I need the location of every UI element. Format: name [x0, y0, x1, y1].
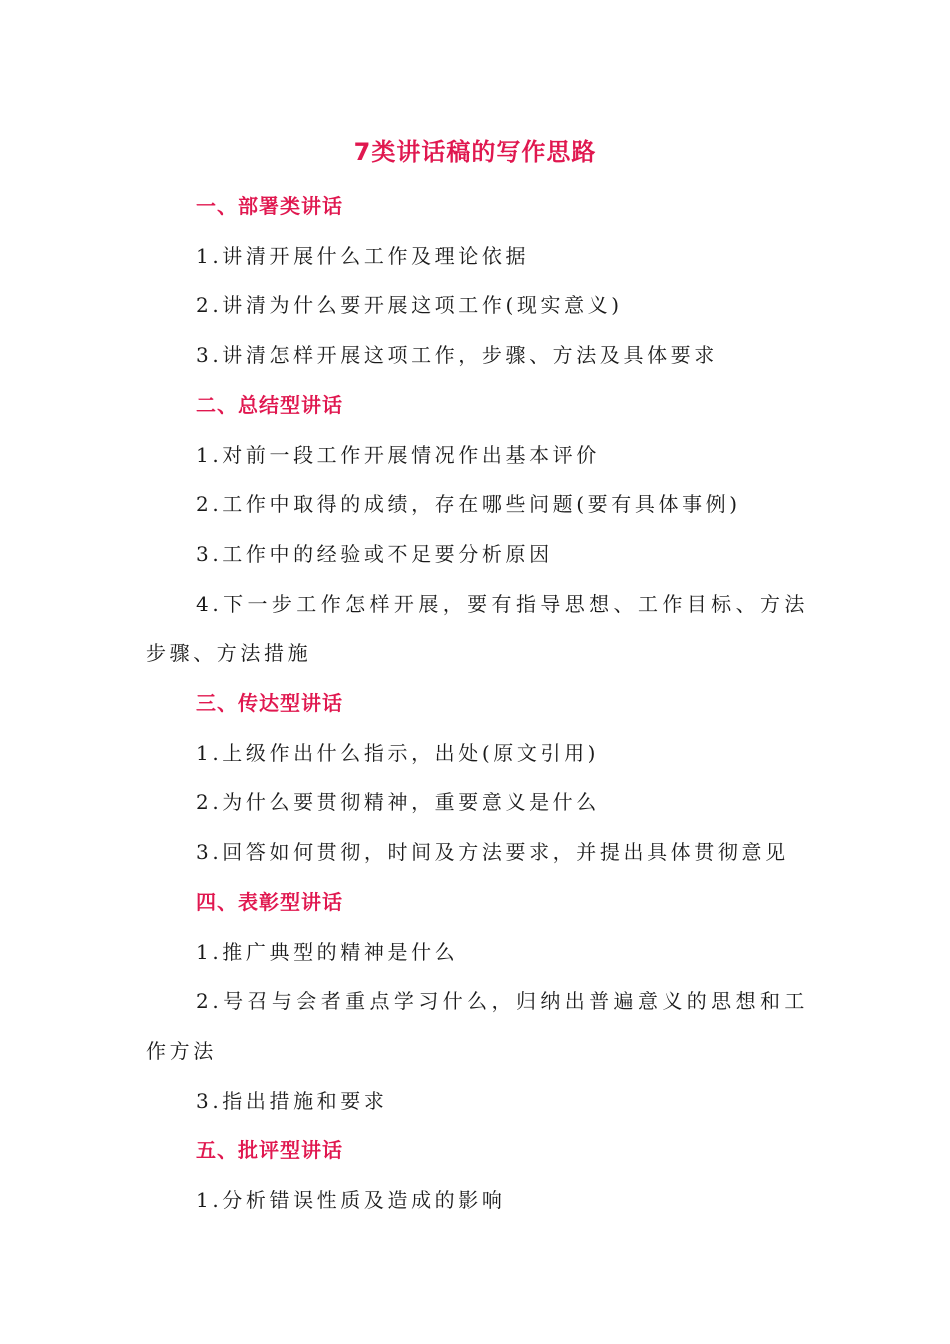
section-heading: 五、批评型讲话 — [196, 1138, 343, 1163]
document-body — [146, 182, 808, 1226]
section-heading: 一、部署类讲话 — [196, 194, 343, 218]
list-item: 1.上级作出什么指示，出处(原文引用) — [196, 740, 600, 765]
section-heading: 四、表彰型讲话 — [196, 889, 343, 914]
list-item: 1.讲清开展什么工作及理论依据 — [196, 243, 530, 268]
section-heading: 三、传达型讲话 — [196, 691, 343, 716]
list-item: 3.讲清怎样开展这项工作，步骤、方法及具体要求 — [196, 343, 718, 368]
list-item: 1.分析错误性质及造成的影响 — [196, 1188, 506, 1213]
section-commendation — [146, 878, 808, 1127]
list-item: 4.下一步工作怎样开展，要有指导思想、工作目标、方法步骤、方法措施 — [146, 591, 808, 666]
section-transmission — [146, 679, 808, 878]
list-item: 3.工作中的经验或不足要分析原因 — [196, 541, 553, 566]
list-item: 1.推广典型的精神是什么 — [196, 939, 459, 964]
list-item: 2.号召与会者重点学习什么，归纳出普遍意义的思想和工作方法 — [146, 989, 808, 1063]
list-item: 2.为什么要贯彻精神，重要意义是什么 — [196, 790, 600, 815]
list-item: 2.工作中取得的成绩，存在哪些问题(要有具体事例) — [196, 492, 741, 517]
section-deployment — [146, 182, 808, 381]
list-item: 1.对前一段工作开展情况作出基本评价 — [196, 442, 600, 467]
section-summary — [146, 381, 808, 679]
list-item: 3.回答如何贯彻，时间及方法要求，并提出具体贯彻意见 — [196, 840, 789, 865]
document-title: 7类讲话稿的写作思路 — [353, 138, 597, 166]
section-criticism — [146, 1126, 808, 1225]
list-item: 2.讲清为什么要开展这项工作(现实意义) — [196, 293, 623, 318]
list-item: 3.指出措施和要求 — [196, 1088, 388, 1113]
section-heading: 二、总结型讲话 — [196, 392, 343, 417]
